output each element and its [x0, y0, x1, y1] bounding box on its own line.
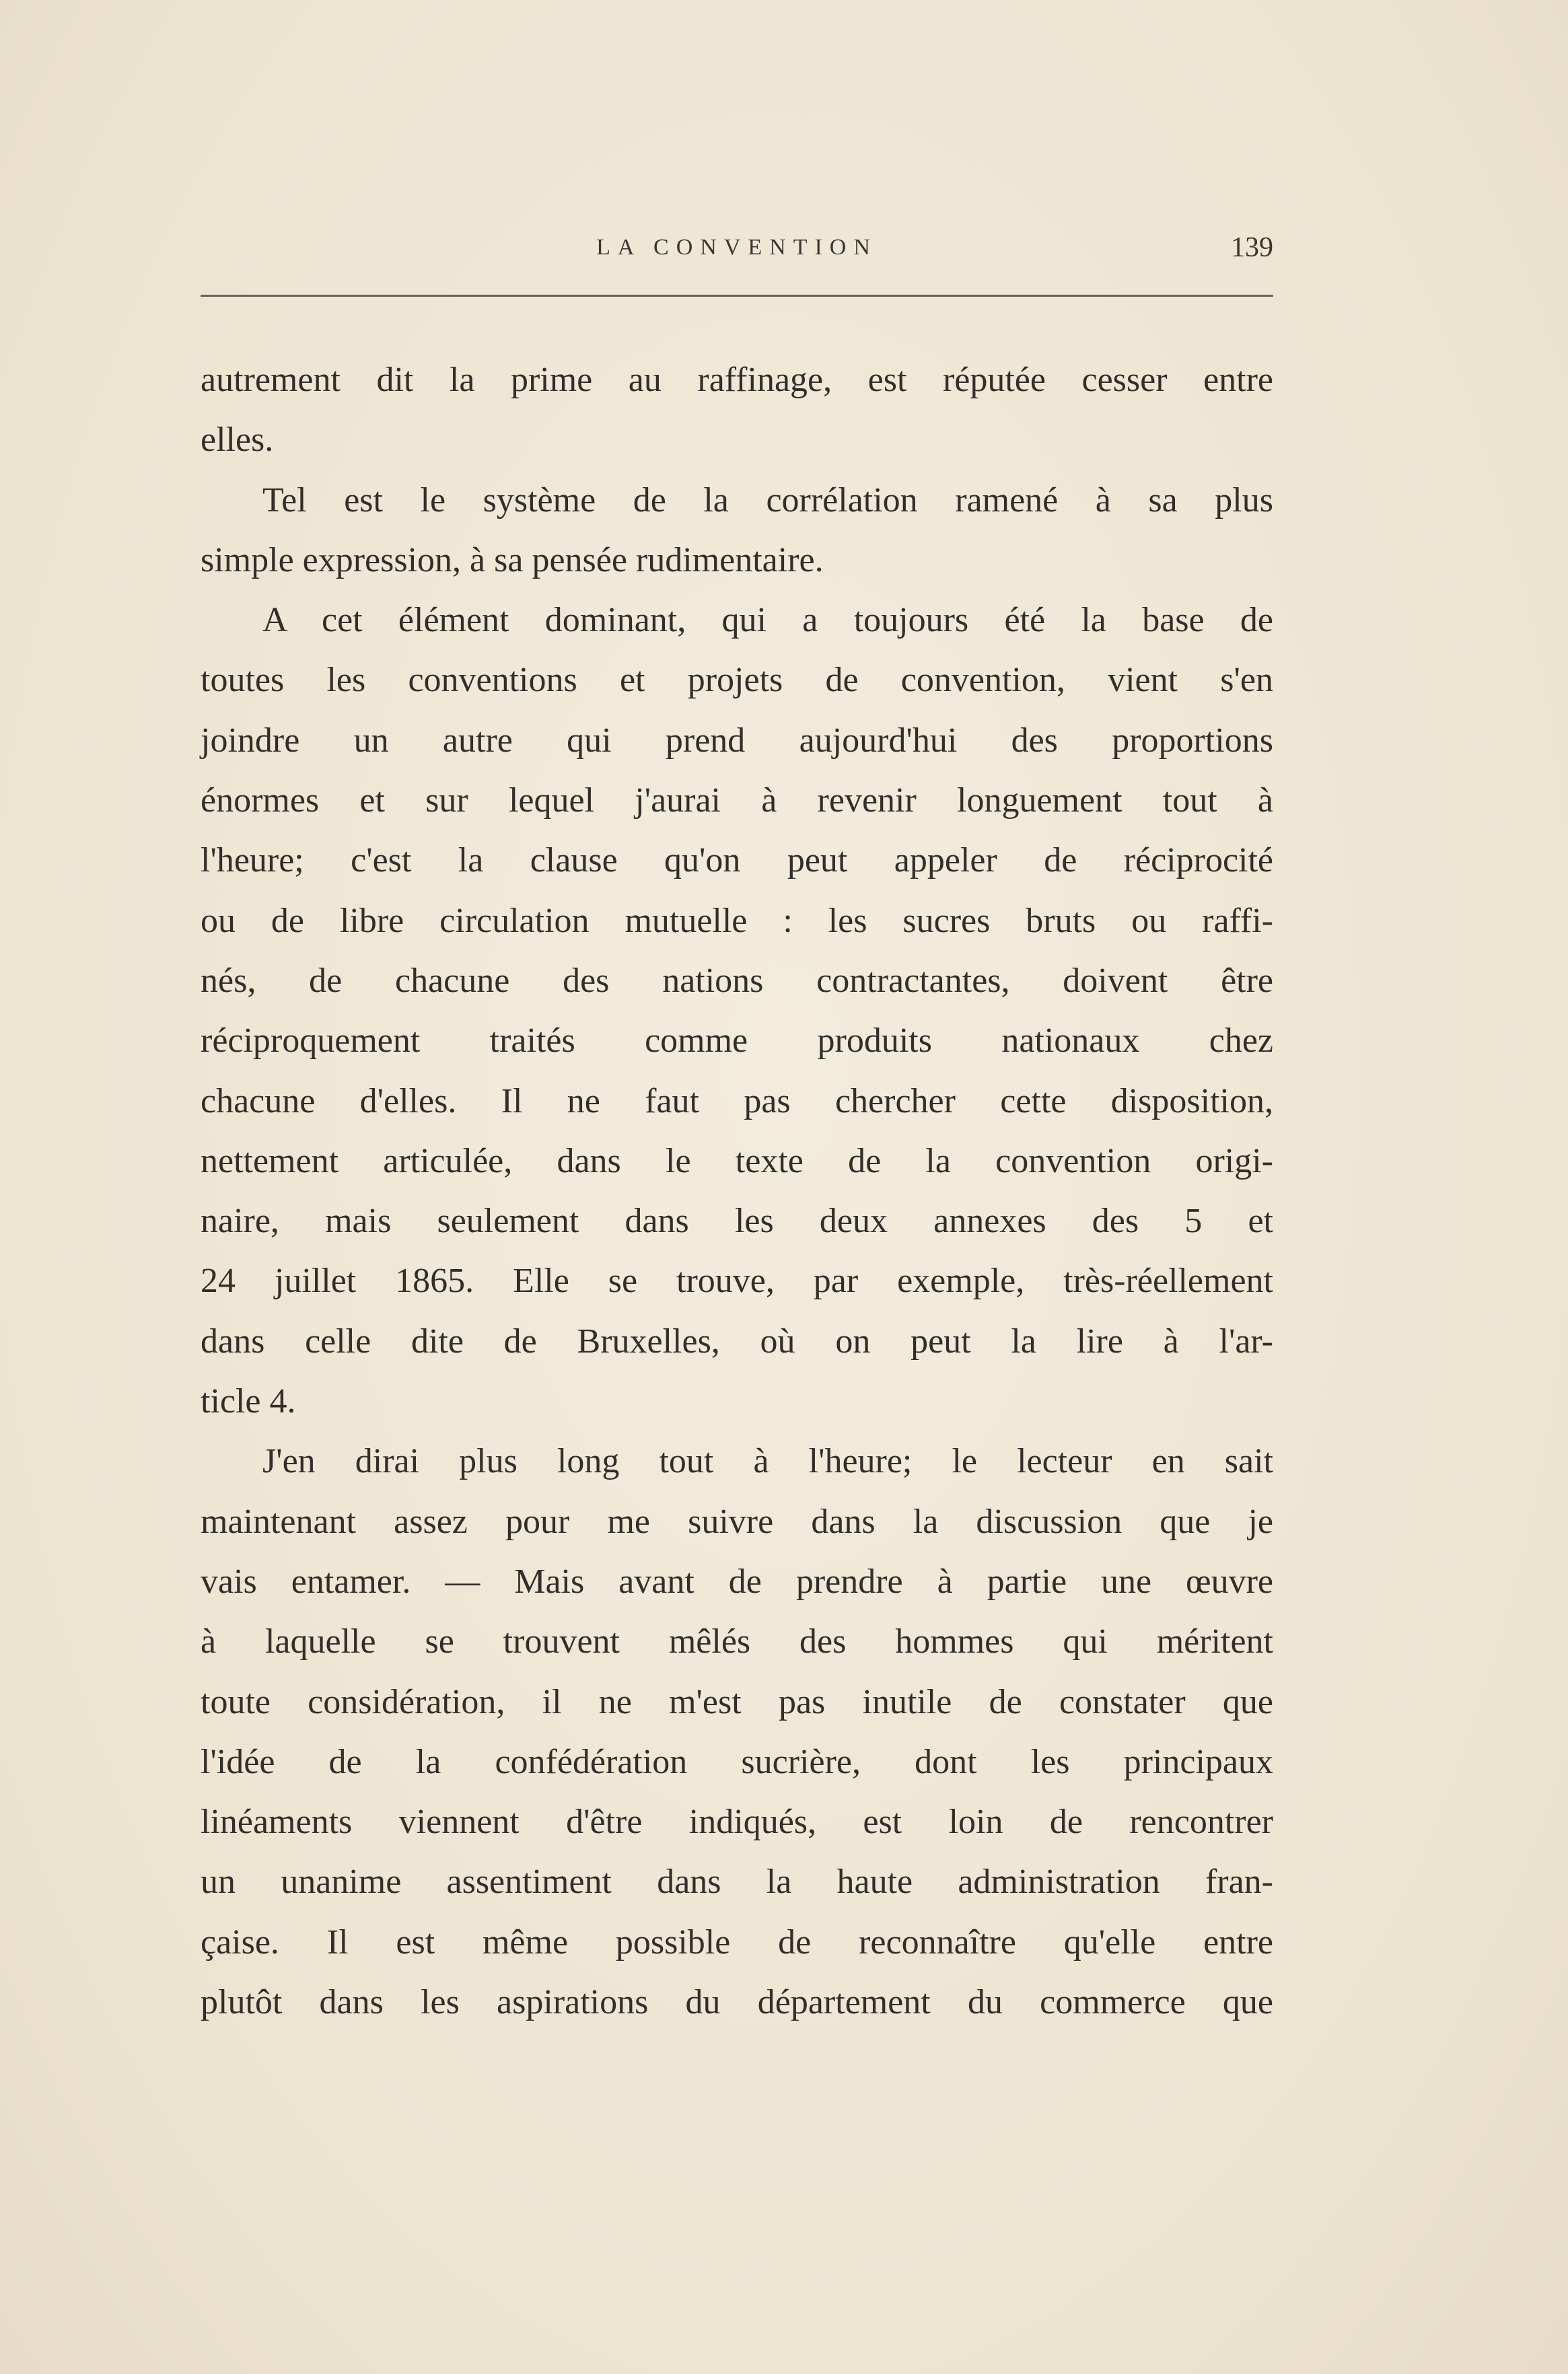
text-line: linéaments viennent d'être indiqués, est loin de rencontrer [201, 1803, 1273, 1842]
text-line: Tel est le système de la corrélation ramené à sa plus [262, 480, 1273, 519]
running-head [201, 227, 1273, 268]
text-line: un unanime assentiment dans la haute administration fran- [201, 1863, 1273, 1902]
text-line: joindre un autre qui prend aujourd'hui des proportions [201, 721, 1273, 760]
text-line: l'idée de la confédération sucrière, dont les principaux [201, 1742, 1273, 1781]
text-line: toutes les conventions et projets de convention, vient s'en [201, 661, 1273, 700]
text-line: simple expression, à sa pensée rudimentaire. [201, 540, 824, 579]
page-number: 139 [1231, 232, 1273, 263]
text-line: réciproquement traités comme produits nationaux chez [201, 1021, 1273, 1060]
text-line: ticle 4. [201, 1382, 296, 1421]
body-text [201, 350, 1273, 2032]
running-title: LA CONVENTION [596, 235, 878, 260]
text-line: A cet élément dominant, qui a toujours été la base de [262, 601, 1273, 640]
text-line: elles. [201, 421, 274, 460]
text-line: énormes et sur lequel j'aurai à revenir longuement tout à [201, 781, 1273, 820]
text-line: nés, de chacune des nations contractantes, doivent être [201, 961, 1273, 1000]
text-line: l'heure; c'est la clause qu'on peut appeler de réciprocité [201, 841, 1273, 880]
text-line: maintenant assez pour me suivre dans la discussion que je [201, 1502, 1273, 1541]
text-line: ou de libre circulation mutuelle : les sucres bruts ou raffi- [201, 901, 1273, 940]
text-line: à laquelle se trouvent mêlés des hommes qui méritent [201, 1622, 1273, 1661]
header-rule [201, 295, 1273, 297]
text-line: plutôt dans les aspirations du département du commerce que [201, 1983, 1273, 2022]
text-line: 24 juillet 1865. Elle se trouve, par exemple, très-réellement [201, 1262, 1273, 1301]
text-line: çaise. Il est même possible de reconnaître qu'elle entre [201, 1922, 1273, 1962]
text-line: nettement articulée, dans le texte de la convention origi- [201, 1141, 1273, 1180]
text-line: vais entamer. — Mais avant de prendre à partie une œuvre [201, 1562, 1273, 1601]
text-line: J'en dirai plus long tout à l'heure; le lecteur en sait [262, 1442, 1273, 1481]
text-line: naire, mais seulement dans les deux annexes des 5 et [201, 1202, 1273, 1241]
text-line: toute considération, il ne m'est pas inutile de constater que [201, 1682, 1273, 1721]
text-line: autrement dit la prime au raffinage, est réputée cesser entre [201, 361, 1273, 399]
text-line: chacune d'elles. Il ne faut pas chercher cette disposition, [201, 1081, 1273, 1120]
text-line: dans celle dite de Bruxelles, où on peut la lire à l'ar- [201, 1322, 1273, 1361]
